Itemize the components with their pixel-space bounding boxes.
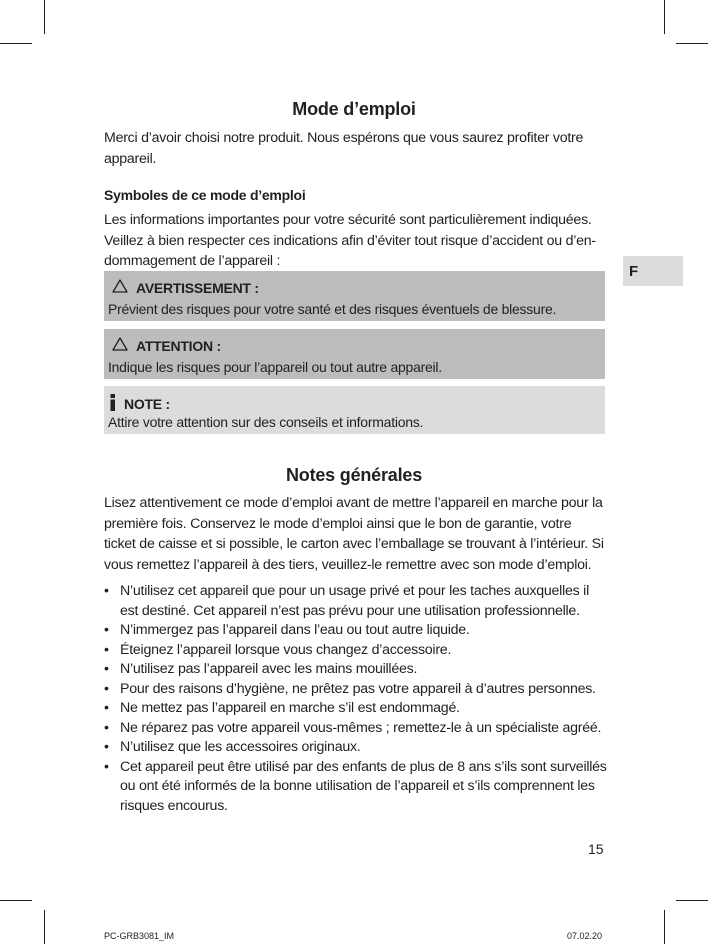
attention-label: ATTENTION :	[136, 337, 221, 354]
symbols-paragraph: Les informations importantes pour votre sécurité sont particulièrement indiquées. Veillez à bien respecter ces indications afin d’éviter tout risque d’accident ou d’en-dommagement de l’appareil :	[104, 212, 596, 269]
list-item: • Pour des raisons d’hygiène, ne prêtez pas votre appareil à d’autres personnes.	[104, 680, 608, 700]
list-item: • N’utilisez que les accessoires originaux.	[104, 738, 608, 758]
page-title: Mode d’emploi	[292, 99, 416, 119]
warning-label: AVERTISSEMENT :	[136, 279, 259, 296]
warning-triangle-icon	[112, 279, 128, 296]
attention-header	[112, 337, 221, 354]
warning-text: Prévient des risques pour votre santé et des risques éventuels de blessure.	[108, 301, 557, 317]
list-item: • Ne mettez pas l’appareil en marche s’il est endommagé.	[104, 699, 608, 719]
list-item: • Éteignez l’appareil lorsque vous changez d’accessoire.	[104, 641, 608, 661]
note-header	[109, 394, 170, 414]
list-item: • N’utilisez pas l’appareil avec les mains mouillées.	[104, 660, 608, 680]
list-item: • Ne réparez pas votre appareil vous-mêmes ; remettez-le à un spécialiste agréé.	[104, 719, 608, 739]
list-item: • N’utilisez cet appareil que pour un usage privé et pour les taches auxquelles il est destiné. Cet appareil n’est pas prévu pour une utilisation professionnelle.	[104, 582, 608, 621]
footer-document-code: PC-GRB3081_IM	[104, 931, 175, 941]
footer-date: 07.02.20	[567, 931, 603, 941]
note-label: NOTE :	[124, 396, 170, 412]
warning-header	[112, 279, 259, 296]
attention-box	[104, 329, 605, 379]
crop-mark	[664, 910, 665, 944]
list-item: • N’immergez pas l’appareil dans l’eau ou tout autre liquide.	[104, 621, 608, 641]
crop-mark	[0, 43, 32, 44]
list-item: • Cet appareil peut être utilisé par des enfants de plus de 8 ans s’ils sont surveillés ou ont été informés de la bonne utilisation de l’appareil et s’ils comprennent les risques encourus.	[104, 758, 608, 817]
crop-mark	[664, 0, 665, 34]
crop-mark	[676, 43, 708, 44]
symbols-heading: Symboles de ce mode d’emploi	[104, 187, 306, 203]
warning-box	[104, 271, 605, 321]
general-notes-title: Notes générales	[285, 465, 423, 485]
warning-triangle-icon	[112, 337, 128, 354]
note-box	[104, 386, 605, 434]
crop-mark	[0, 900, 32, 901]
crop-mark	[44, 910, 45, 944]
attention-text: Indique les risques pour l’appareil ou tout autre appareil.	[108, 359, 442, 375]
page-number: 15	[588, 841, 604, 857]
info-icon	[109, 394, 117, 414]
note-text: Attire votre attention sur des conseils et informations.	[108, 414, 424, 430]
language-tab: F	[623, 256, 683, 286]
safety-bullet-list	[104, 582, 608, 816]
intro-paragraph: Merci d’avoir choisi notre produit. Nous espérons que vous saurez profiter votre appareil.	[104, 130, 584, 167]
crop-mark	[676, 900, 708, 901]
crop-mark	[44, 0, 45, 34]
general-notes-paragraph: Lisez attentivement ce mode d’emploi avant de mettre l’appareil en marche pour la première fois. Conservez le mode d’emploi ainsi que le bon de garantie, votre ticket de caisse et si possible, le carton avec l’emballage se trouvant à l’intérieur. Si vous remettez l’appareil à des tiers, veuillez-le remettre avec son mode d’emploi.	[104, 495, 604, 573]
